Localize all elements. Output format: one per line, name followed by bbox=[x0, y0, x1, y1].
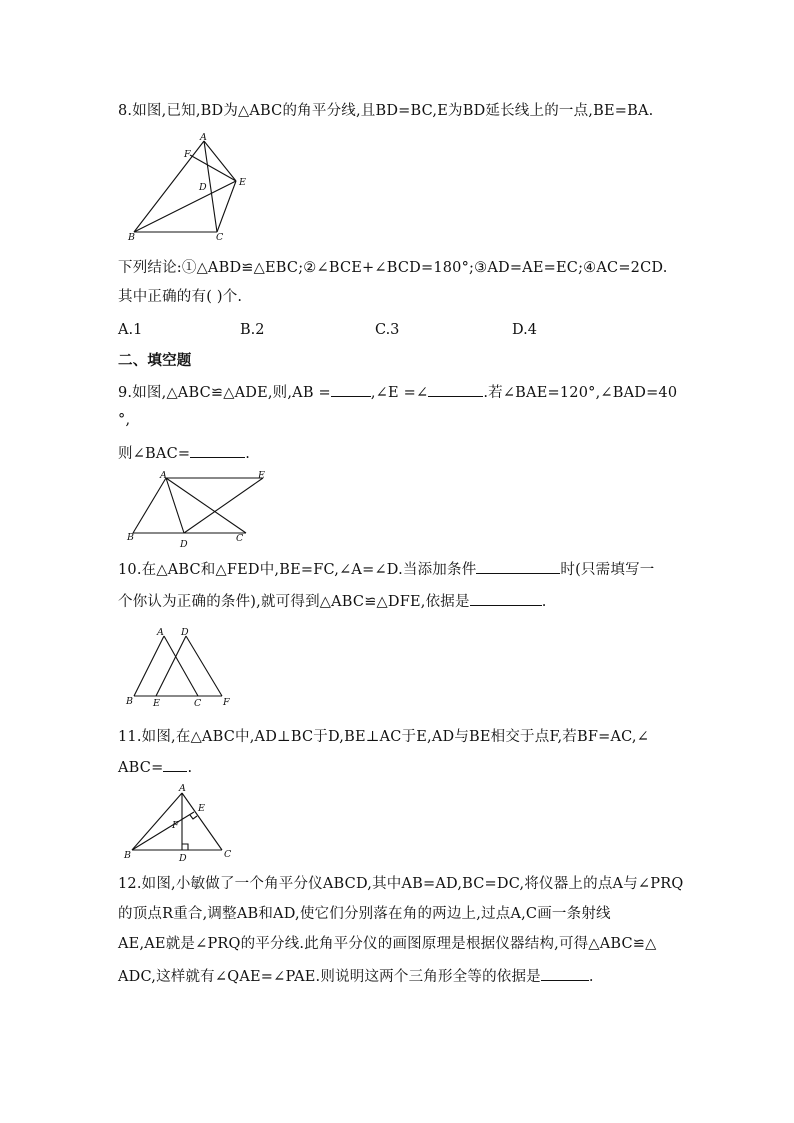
q8-label-c: C bbox=[216, 232, 224, 243]
q8-ask: 其中正确的有( )个. bbox=[118, 289, 243, 305]
q10-line2 bbox=[118, 591, 547, 612]
q9-label-a: A bbox=[160, 470, 167, 481]
q9-label-c: C bbox=[236, 533, 244, 544]
q12-line1: 12.如图,小敏做了一个角平分仪ABCD,其中AB=AD,BC=DC,将仪器上的点A与∠PRQ bbox=[118, 876, 684, 892]
q11-text-b: . bbox=[187, 760, 193, 776]
q11-blank-abc[interactable] bbox=[163, 757, 187, 772]
section-title: 二、填空题 bbox=[118, 353, 192, 369]
q9-seg-ab bbox=[133, 478, 166, 533]
q8-conclusions: 下列结论:①△ABD≌△EBC;②∠BCE+∠BCD=180°;③AD=AE=EC;④AC=2CD. bbox=[118, 260, 668, 276]
q10-label-f: F bbox=[223, 697, 230, 708]
q9-blank-ab[interactable] bbox=[331, 382, 371, 397]
q8-seg-ba bbox=[134, 141, 204, 232]
q9-blank-bac[interactable] bbox=[190, 443, 245, 458]
q10-blank-basis[interactable] bbox=[470, 591, 542, 606]
q10-label-b: B bbox=[126, 696, 133, 707]
q9-seg-de bbox=[184, 478, 263, 533]
q9-text-bac: 则∠BAC= bbox=[118, 446, 191, 462]
q10-label-a: A bbox=[157, 627, 164, 638]
q9-seg-ac bbox=[166, 478, 246, 533]
q9-label-e: E bbox=[258, 470, 265, 481]
q8-option-c: C.3 bbox=[375, 322, 400, 338]
q9-label-d: D bbox=[180, 539, 188, 550]
q9-seg-ad bbox=[166, 478, 184, 533]
q8-figure bbox=[126, 132, 256, 242]
q10-text-a: 10.在△ABC和△FED中,BE=FC,∠A=∠D.当添加条件 bbox=[118, 562, 477, 578]
q8-seg-be bbox=[134, 181, 236, 232]
q9-figure bbox=[126, 470, 276, 550]
q8-label-b: B bbox=[128, 232, 135, 243]
q11-label-b: B bbox=[124, 850, 131, 861]
q9-text-b: ,∠E =∠ bbox=[370, 385, 429, 401]
q9-text-a: 9.如图,△ABC≌△ADE,则,AB = bbox=[118, 385, 331, 401]
q8-option-d: D.4 bbox=[512, 322, 537, 338]
q11-seg-ac bbox=[182, 793, 222, 850]
q8-stem: 8.如图,已知,BD为△ABC的角平分线,且BD=BC,E为BD延长线上的一点,BE=BA. bbox=[118, 103, 654, 119]
q11-text-a: ABC= bbox=[118, 760, 164, 776]
q8-option-a: A.1 bbox=[118, 322, 143, 338]
q11-label-d: D bbox=[179, 853, 187, 864]
q8-label-e: E bbox=[239, 177, 246, 188]
q10-figure bbox=[126, 626, 246, 711]
q8-label-a: A bbox=[200, 132, 207, 143]
q11-line2 bbox=[118, 757, 192, 778]
q12-line4 bbox=[118, 966, 594, 987]
q12-text-a: ADC,这样就有∠QAE=∠PAE.则说明这两个三角形全等的依据是 bbox=[118, 969, 541, 985]
q9-text-c: .若∠BAE=120°,∠BAD=40 bbox=[483, 385, 678, 401]
q10-label-c: C bbox=[194, 698, 202, 709]
q9-blank-angle-e[interactable] bbox=[428, 382, 483, 397]
q8-option-b: B.2 bbox=[240, 322, 265, 338]
q12-text-b: . bbox=[588, 969, 594, 985]
q9-line3 bbox=[118, 443, 250, 464]
q11-label-a: A bbox=[179, 783, 186, 794]
q10-seg-df bbox=[186, 636, 222, 696]
q10-line1 bbox=[118, 559, 654, 580]
q10-text-d: . bbox=[541, 594, 547, 610]
q10-seg-ab bbox=[134, 636, 164, 696]
q9-text-end: . bbox=[245, 446, 251, 462]
q11-label-c: C bbox=[224, 849, 232, 860]
q10-text-b: 时(只需填写一 bbox=[560, 562, 655, 578]
q10-blank-condition[interactable] bbox=[476, 559, 560, 574]
q9-line2: °, bbox=[118, 412, 131, 428]
q8-label-f: F bbox=[184, 149, 191, 160]
q12-line2: 的顶点R重合,调整AB和AD,使它们分别落在角的两边上,过点A,C画一条射线 bbox=[118, 906, 611, 922]
q11-label-f: F bbox=[172, 820, 179, 831]
q9-label-b: B bbox=[127, 532, 134, 543]
q11-figure bbox=[124, 783, 244, 863]
q12-blank-basis[interactable] bbox=[541, 966, 589, 981]
q8-seg-fe bbox=[190, 155, 236, 181]
q12-line3: AE,AE就是∠PRQ的平分线.此角平分仪的画图原理是根据仪器结构,可得△ABC≌△ bbox=[118, 936, 657, 952]
q10-label-e: E bbox=[153, 698, 160, 709]
q11-right-angle-d bbox=[182, 844, 188, 850]
q10-text-c: 个你认为正确的条件),就可得到△ABC≌△DFE,依据是 bbox=[118, 594, 470, 610]
q11-line1: 11.如图,在△ABC中,AD⊥BC于D,BE⊥AC于E,AD与BE相交于点F,若BF=AC,∠ bbox=[118, 729, 650, 745]
q11-label-e: E bbox=[198, 803, 205, 814]
q10-label-d: D bbox=[181, 627, 189, 638]
q9-line1 bbox=[118, 382, 677, 403]
q11-right-angle-e bbox=[190, 815, 197, 819]
q8-label-d: D bbox=[199, 182, 207, 193]
